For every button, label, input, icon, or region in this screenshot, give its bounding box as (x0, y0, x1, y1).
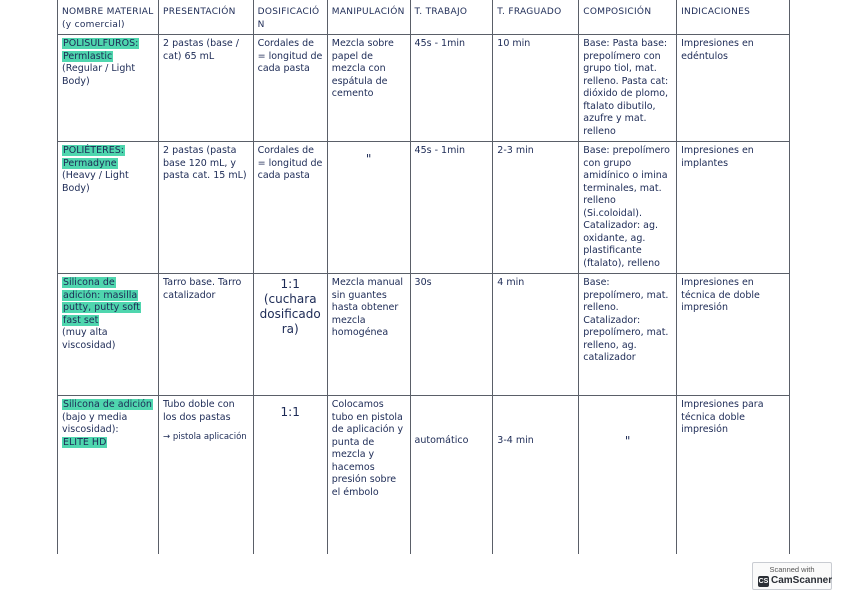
material-note: (bajo y media viscosidad): (62, 411, 128, 435)
composicion-cell: Base: prepolímero, mat. relleno. Catalizador: prepolímero, mat. relleno, ag. catalizador (579, 274, 677, 396)
manipulacion-cell: Mezcla sobre papel de mezcla con espátula de cemento (327, 35, 410, 142)
presentacion-note: → pistola aplicación (163, 432, 247, 442)
header-manipulacion: MANIPULACIÓN (327, 0, 410, 35)
badge-brand: CamScanner (771, 575, 833, 586)
dosificacion-cell: Cordales de = longitud de cada pasta (253, 35, 327, 142)
table-row (58, 274, 790, 396)
material-brand-highlight: ELITE HD (63, 436, 107, 448)
header-presentacion: PRESENTACIÓN (159, 0, 254, 35)
presentacion-text: Tubo doble con los dos pastas (163, 399, 235, 423)
indicaciones-cell: Impresiones para técnica doble impresión (677, 396, 790, 555)
ditto-mark: " (365, 152, 372, 166)
dosificacion-cell (253, 274, 327, 396)
header-row (58, 0, 790, 35)
material-cell (58, 35, 159, 142)
manipulacion-cell: Colocamos tubo en pistola de aplicación y punta de mezcla y hacemos presión sobre el émbolo (327, 396, 410, 555)
presentacion-cell: 2 pastas (base / cat) 65 mL (159, 35, 254, 142)
header-indicaciones: INDICACIONES (677, 0, 790, 35)
presentacion-cell (159, 396, 254, 555)
impression-materials-table (57, 0, 790, 554)
table-row (58, 142, 790, 274)
header-composicion: COMPOSICIÓN (579, 0, 677, 35)
table-row (58, 35, 790, 142)
t-trabajo-cell: 30s (410, 274, 493, 396)
ratio-text: 1:1 (cuchara dosificadora) (259, 277, 321, 336)
header-t-fraguado: T. FRAGUADO (493, 0, 579, 35)
material-note: (Heavy / Light Body) (62, 170, 129, 194)
t-trabajo-cell: 45s - 1min (410, 35, 493, 142)
camscanner-badge (752, 562, 832, 590)
composicion-cell: Base: prepolímero con grupo amidínico o imina terminales, mat. relleno (Si.coloidal). Catalizador: ag. oxidante, ag. plastificante (ftalato), relleno (579, 142, 677, 274)
manipulacion-cell (327, 142, 410, 274)
dosificacion-cell: Cordales de = longitud de cada pasta (253, 142, 327, 274)
t-trabajo-cell (410, 396, 493, 555)
manipulacion-cell: Mezcla manual sin guantes hasta obtener mezcla homogénea (327, 274, 410, 396)
material-cell (58, 274, 159, 396)
t-fraguado-cell: 2-3 min (493, 142, 579, 274)
composicion-cell (579, 396, 677, 555)
t-fraguado-cell: 10 min (493, 35, 579, 142)
t-fraguado-text: 3-4 min (497, 435, 534, 446)
header-t-trabajo: T. TRABAJO (410, 0, 493, 35)
indicaciones-cell: Impresiones en edéntulos (677, 35, 790, 142)
material-name-highlight: POLISULFUROS: Permlastic (63, 38, 139, 62)
badge-caption: Scanned with (769, 565, 815, 574)
header-material: NOMBRE MATERIAL (y comercial) (58, 0, 159, 35)
composicion-cell: Base: Pasta base: prepolímero con grupo tiol, mat. relleno. Pasta cat: dióxido de plomo, ftalato dibutilo, azufre y mat. relleno (579, 35, 677, 142)
material-name-highlight: Silicona de adición (63, 399, 152, 410)
indicaciones-cell: Impresiones en implantes (677, 142, 790, 274)
material-name-highlight: Silicona de adición: masilla putty, putty soft fast set (63, 277, 140, 326)
material-cell (58, 142, 159, 274)
material-note: (Regular / Light Body) (62, 63, 136, 87)
presentacion-cell: 2 pastas (pasta base 120 mL, y pasta cat. 15 mL) (159, 142, 254, 274)
dosificacion-cell (253, 396, 327, 555)
t-trabajo-cell: 45s - 1min (410, 142, 493, 274)
t-fraguado-cell: 4 min (493, 274, 579, 396)
table-row (58, 396, 790, 555)
material-name-highlight: POLIÉTERES: Permadyne (63, 145, 124, 169)
material-cell (58, 396, 159, 555)
ditto-mark: " (624, 434, 631, 448)
presentacion-cell: Tarro base. Tarro catalizador (159, 274, 254, 396)
ratio-text: 1:1 (280, 405, 300, 419)
camscanner-logo-icon: CS (758, 578, 769, 585)
t-trabajo-text: automático (414, 435, 469, 446)
material-note: (muy alta viscosidad) (62, 327, 116, 351)
header-dosificacion: DOSIFICACIÓN (253, 0, 327, 35)
indicaciones-cell: Impresiones en técnica de doble impresión (677, 274, 790, 396)
t-fraguado-cell (493, 396, 579, 555)
